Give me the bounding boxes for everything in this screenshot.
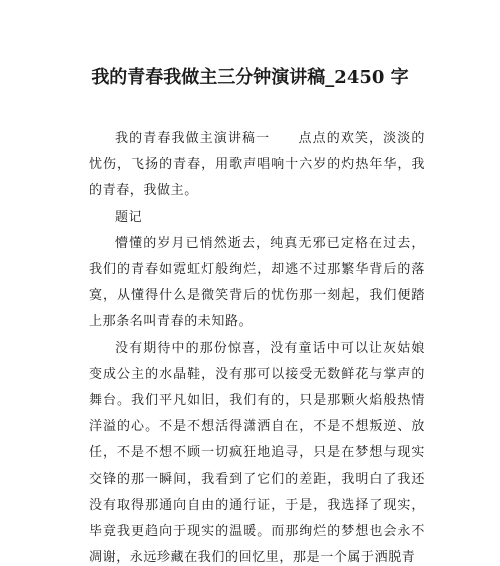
paragraph-intro: 我的青春我做主演讲稿一 点点的欢笑，淡淡的忧伤，飞扬的青春，用歌声唱响十六岁的灼热年华，我的青春，我做主。 [89, 131, 425, 199]
paragraph-youth-memories: 懵懂的岁月已悄然逝去，纯真无邪已定格在过去，我们的青春如霓虹灯般绚烂，却逃不过那繁华背后的落寞，从懂得什么是微笑背后的忧伤那一刻起，我们便踏上那条名叫青春的未知路。 [89, 235, 425, 330]
document-body [89, 126, 425, 566]
paragraph-epigraph-label: 题记 [115, 209, 143, 225]
document-title: 我的青春我做主三分钟演讲稿_2450 字 [91, 67, 409, 88]
paragraph-ordinary-dreams: 没有期待中的那份惊喜，没有童话中可以让灰姑娘变成公主的水晶鞋，没有那可以接受无数鲜花与掌声的舞台。我们平凡如旧，我们有的，只是那颗火焰般热情洋溢的心。不是不想活得潇洒自在，不是不想叛逆、放任，不是不想不顾一切疯狂地追寻，只是在梦想与现实交锋的那一瞬间，我看到了它们的差距，我明白了我还没有取得那通向自由的通行证，于是，我选择了现实，毕竟我更趋向于现实的温暖。而那绚烂的梦想也会永不凋谢，永远珍藏在我们的回忆里，那是一个属于洒脱青 [89, 340, 425, 566]
